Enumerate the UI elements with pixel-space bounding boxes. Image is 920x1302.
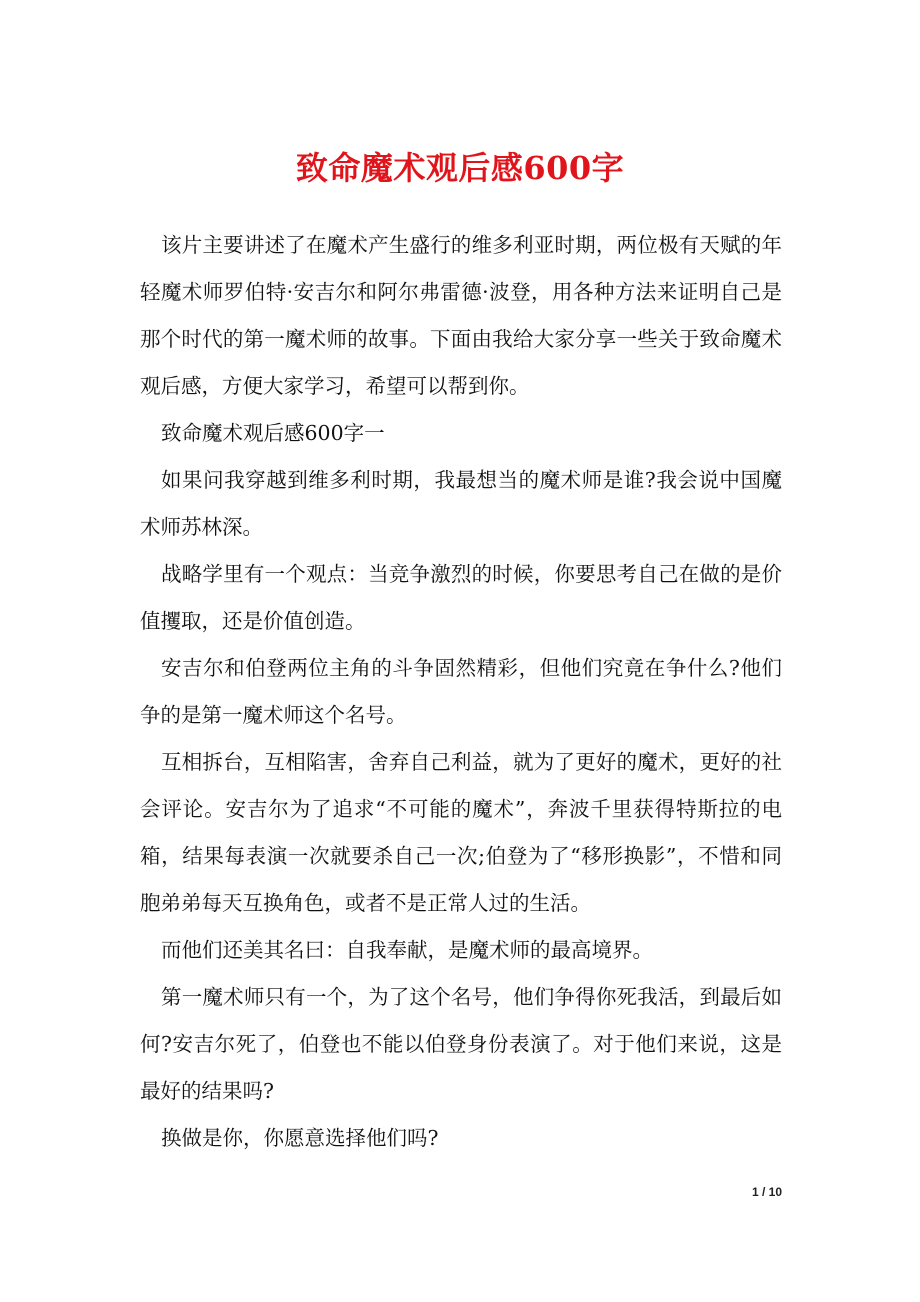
page-number: 1 / 10 xyxy=(751,1185,782,1199)
body-paragraph: 第一魔术师只有一个，为了这个名号，他们争得你死我活，到最后如何?安吉尔死了，伯登也不能以伯登身份表演了。对于他们来说，这是最好的结果吗? xyxy=(140,985,782,1103)
document-body xyxy=(140,222,782,1162)
intro-paragraph: 该片主要讲述了在魔术产生盛行的维多利亚时期，两位极有天赋的年轻魔术师罗伯特·安吉尔和阿尔弗雷德·波登，用各种方法来证明自己是那个时代的第一魔术师的故事。下面由我给大家分享一些关于致命魔术观后感，方便大家学习，希望可以帮到你。 xyxy=(140,233,782,398)
body-paragraph: 安吉尔和伯登两位主角的斗争固然精彩，但他们究竟在争什么?他们争的是第一魔术师这个名号。 xyxy=(140,656,782,727)
body-paragraph: 互相拆台，互相陷害，舍弃自己利益，就为了更好的魔术，更好的社会评论。安吉尔为了追求“不可能的魔术”，奔波千里获得特斯拉的电箱，结果每表演一次就要杀自己一次;伯登为了“移形换影”，不惜和同胞弟弟每天互换角色，或者不是正常人过的生活。 xyxy=(140,750,782,915)
body-paragraph: 换做是你，你愿意选择他们吗? xyxy=(161,1126,439,1150)
body-paragraph: 战略学里有一个观点：当竞争激烈的时候，你要思考自己在做的是价值攫取，还是价值创造。 xyxy=(140,562,782,633)
body-paragraph: 而他们还美其名曰：自我奉献，是魔术师的最高境界。 xyxy=(161,938,653,962)
document-title: 致命魔术观后感600字 xyxy=(295,149,625,187)
body-paragraph: 如果问我穿越到维多利时期，我最想当的魔术师是谁?我会说中国魔术师苏林深。 xyxy=(140,468,782,539)
section-heading: 致命魔术观后感600字一 xyxy=(161,421,385,445)
